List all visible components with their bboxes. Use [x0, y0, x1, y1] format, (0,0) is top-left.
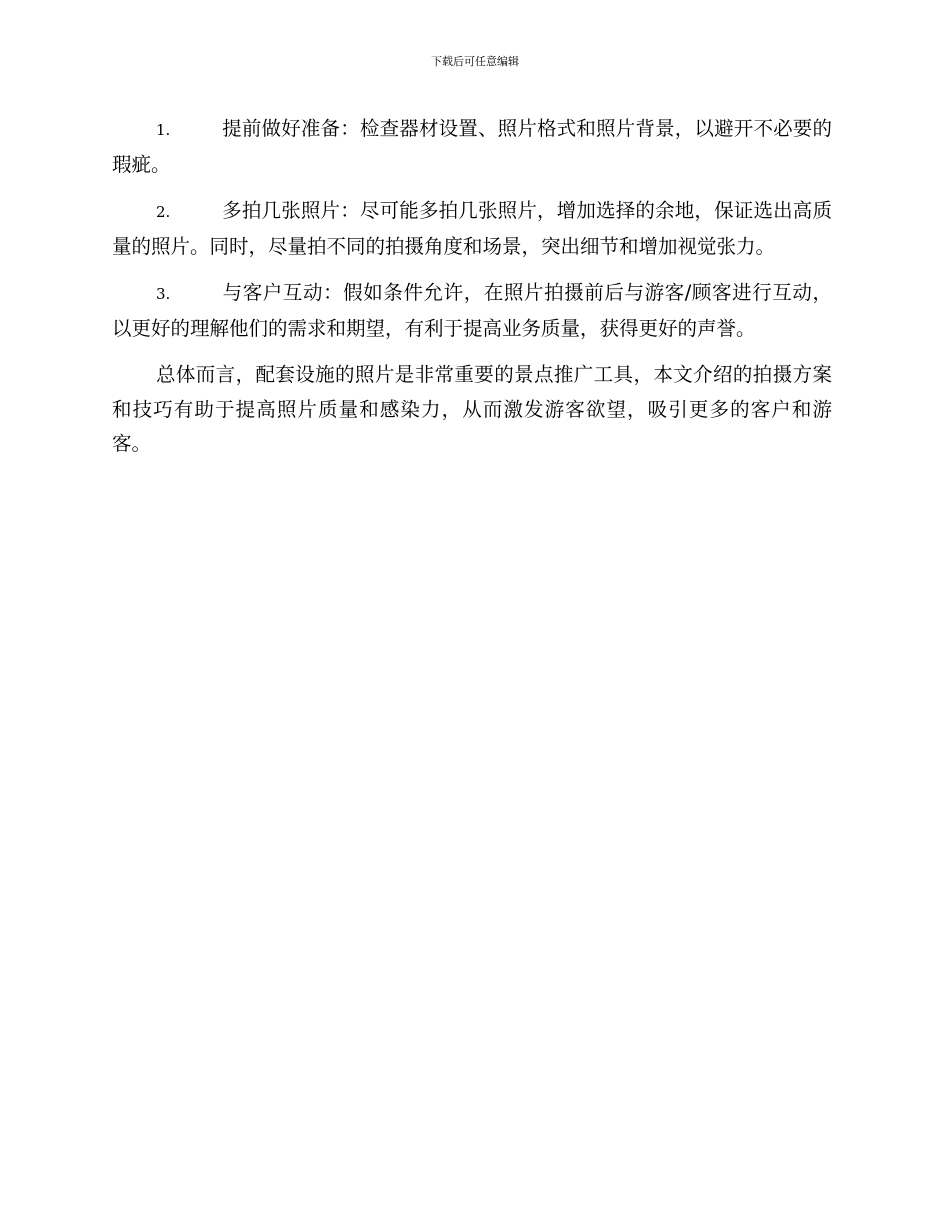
list-item-text: 与客户互动：假如条件允许，在照片拍摄前后与游客/顾客进行互动，以更好的理解他们的需求和期望，有利于提高业务质量，获得更好的声誉。: [112, 281, 832, 340]
list-item-text: 提前做好准备：检查器材设置、照片格式和照片背景，以避开不必要的瑕疵。: [112, 117, 832, 176]
page-header: 下载后可任意编辑: [431, 55, 519, 68]
list-number: 3.: [156, 285, 171, 303]
document-body: [112, 112, 832, 474]
list-number: 1.: [156, 121, 171, 139]
list-item-3: [112, 276, 832, 346]
list-number: 2.: [156, 203, 171, 221]
list-item-2: [112, 194, 832, 264]
conclusion-paragraph: 总体而言，配套设施的照片是非常重要的景点推广工具，本文介绍的拍摄方案和技巧有助于提高照片质量和感染力，从而激发游客欲望，吸引更多的客户和游客。: [112, 363, 832, 455]
list-item-1: [112, 112, 832, 182]
list-item-text: 多拍几张照片：尽可能多拍几张照片，增加选择的余地，保证选出高质量的照片。同时，尽量拍不同的拍摄角度和场景，突出细节和增加视觉张力。: [112, 199, 832, 258]
